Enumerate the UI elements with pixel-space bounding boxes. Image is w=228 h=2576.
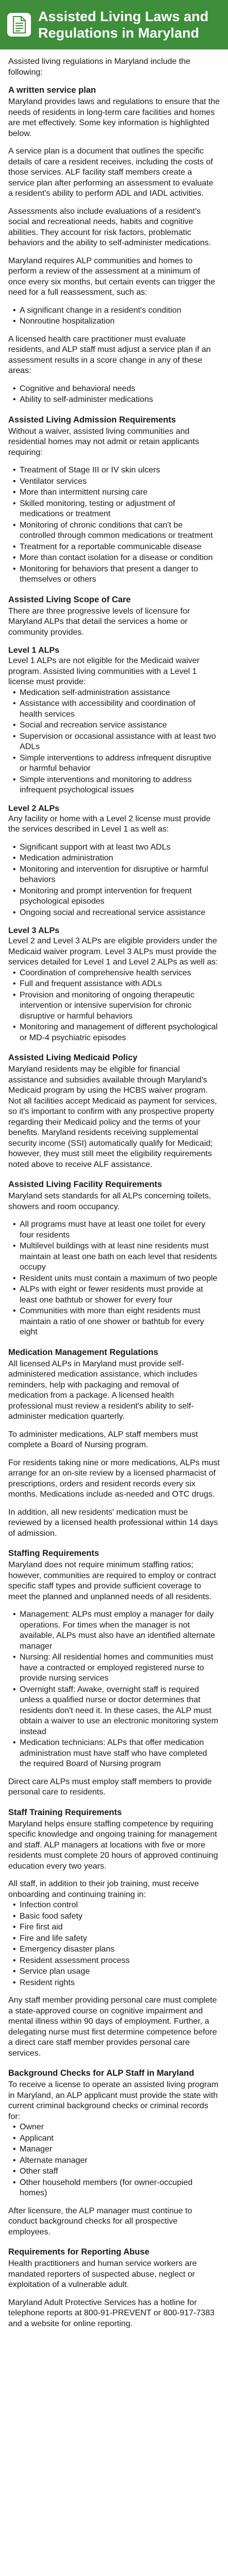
list-item: • Other staff xyxy=(20,2166,220,2177)
list-item: • Ability to self-administer medications xyxy=(20,395,220,405)
list-item: • Monitoring and intervention for disruptive or harmful behaviors xyxy=(20,865,220,886)
list-item: • Nonroutine hospitalization xyxy=(20,316,220,327)
list-item: • Communities with more than eight residents must maintain a ratio of one shower or bathtub for every eight xyxy=(20,1306,220,1338)
article-body xyxy=(0,49,228,2336)
list-item: • Ongoing social and recreational service assistance xyxy=(20,908,220,919)
section-heading-staffing: Staffing Requirements xyxy=(8,1549,100,1558)
list-item: • Provision and monitoring of ongoing therapeutic intervention or intensive supervision for chronic disruptive or harmful behaviors xyxy=(20,990,220,1022)
list-item: • Infection control xyxy=(20,1900,220,1911)
list-item: • Monitoring and prompt intervention for frequent psychological episodes xyxy=(20,886,220,907)
list-item: • Resident rights xyxy=(20,1978,220,1989)
reassessment-trigger-list xyxy=(8,306,220,327)
list-item: • Owner xyxy=(20,2122,220,2133)
level-3-list xyxy=(8,968,220,1044)
page-header xyxy=(0,0,228,49)
list-item: • Alternate manager xyxy=(20,2156,220,2166)
list-item: • Management: ALPs must employ a manager for daily operations. For times when the manager is not available, ALPs must also have an identified alternate manager xyxy=(20,1609,220,1652)
list-item: • Medication administration xyxy=(20,853,220,864)
list-item: • Full and frequent assistance with ADLs xyxy=(20,979,220,990)
paragraph: A licensed health care practitioner must evaluate residents, and ALP staff must adjust a service plan if an assessment results in a score change in any of these areas: xyxy=(8,334,211,375)
list-item: • Monitoring and management of different psychological or MD-4 psychiatric episodes xyxy=(20,1022,220,1043)
list-item: • Multilevel buildings with at least nine residents must maintain at least one bath on each level that residents occupy xyxy=(20,1241,220,1273)
paragraph: Maryland helps ensure staffing competence by requiring specific knowledge and ongoing training for management and staff. ALP managers at locations with five or more residents must complete 20 hours of approved continuing education every two years. xyxy=(8,1819,218,1871)
paragraph: Level 1 ALPs are not eligible for the Medicaid waiver program. Assisted living communities with a Level 1 license must provide: xyxy=(8,656,200,686)
paragraph: A service plan is a document that outlines the specific details of care a resident receives, including the costs of those services. ALF facility staff members create a service plan after performing an assessment to evaluate a resident's ability to perform ADL and IADL activities. xyxy=(8,147,214,198)
list-item: • Resident units must contain a maximum of two people xyxy=(20,1274,220,1284)
list-item: • Simple interventions and monitoring to address infrequent psychological issues xyxy=(20,775,220,796)
list-item: • Monitoring of chronic conditions that can't be controlled through common medications or treatment xyxy=(20,520,220,541)
list-item: • Emergency disaster plans xyxy=(20,1944,220,1955)
paragraph: Level 2 and Level 3 ALPs are eligible providers under the Medicaid waiver program. Level 3 ALPs must provide the services detailed for Level 1 and Level 2 ALPs as well as: xyxy=(8,937,218,967)
paragraph: After licensure, the ALP manager must continue to conduct background checks for all prospective employees. xyxy=(8,2206,192,2236)
paragraph: Maryland requires ALP communities and homes to perform a review of the assessment at a minimum of once every six months, but certain events can trigger the need for a full reassessment, such as: xyxy=(8,256,216,297)
paragraph: Health practitioners and human service workers are mandated reporters of suspected abuse, neglect or exploitation of a vulnerable adult. xyxy=(8,2259,197,2289)
list-item: • Fire first aid xyxy=(20,1922,220,1933)
section-heading-admission: Assisted Living Admission Requirements xyxy=(8,415,176,425)
paragraph: Maryland sets standards for all ALPs concerning toilets, showers and room occupancy. xyxy=(8,1192,211,1211)
list-item: • Basic food safety xyxy=(20,1911,220,1922)
list-item: • Social and recreation service assistance xyxy=(20,720,220,731)
list-item: • A significant change in a resident's condition xyxy=(20,306,220,316)
section-heading-scope: Assisted Living Scope of Care xyxy=(8,595,131,604)
section-heading-written-plan: A written service plan xyxy=(8,86,96,95)
facility-list xyxy=(8,1219,220,1338)
score-change-list xyxy=(8,384,220,405)
paragraph: To receive a license to operate an assisted living program in Maryland, an ALP applicant must provide the state with current criminal background checks or criminal records for: xyxy=(8,2080,219,2121)
paragraph: There are three progressive levels of licensure for Maryland ALPs that detail the services a home or community provides. xyxy=(8,606,190,637)
list-item: • ALPs with eight or fewer residents must provide at least one bathtub or shower for every four xyxy=(20,1284,220,1306)
document-icon xyxy=(7,13,31,37)
paragraph: Maryland provides laws and regulations to ensure that the needs of residents in long-term care facilities and homes are met effectively. Some key information is highlighted below. xyxy=(8,97,220,138)
paragraph: In addition, all new residents' medication must be reviewed by a licensed health professional within 14 days of admission. xyxy=(8,1507,218,1538)
list-item: • Medication self-administration assistance xyxy=(20,688,220,699)
list-item: • Treatment of Stage III or IV skin ulcers xyxy=(20,465,220,476)
list-item: • Cognitive and behavioral needs xyxy=(20,384,220,395)
list-item: • Applicant xyxy=(20,2133,220,2144)
list-item: • Medication technicians: ALPs that offer medication administration must have staff who have completed the required Board of Nursing program xyxy=(20,1738,220,1770)
list-item: • Ventilator services xyxy=(20,477,220,487)
list-item: • Treatment for a reportable communicable disease xyxy=(20,542,220,553)
training-list xyxy=(8,1900,220,1988)
paragraph: Maryland Adult Protective Services has a hotline for telephone reports at 800-91-PREVENT or 800-917-7383 and a website for online reporting. xyxy=(8,2298,215,2328)
admission-list xyxy=(8,465,220,585)
list-item: • Nursing: All residential homes and communities must have a contracted or employed registered nurse to provide nursing services xyxy=(20,1652,220,1684)
level-1-list xyxy=(8,688,220,796)
list-item: • More than intermittent nursing care xyxy=(20,487,220,498)
section-heading-facility: Assisted Living Facility Requirements xyxy=(8,1180,162,1189)
subheading-level-1: Level 1 ALPs xyxy=(8,646,60,655)
list-item: • Resident assessment process xyxy=(20,1956,220,1967)
list-item: • Fire and life safety xyxy=(20,1934,220,1944)
background-check-list xyxy=(8,2122,220,2199)
intro-text: Assisted living regulations in Maryland include the following: xyxy=(8,57,191,77)
section-heading-medicaid: Assisted Living Medicaid Policy xyxy=(8,1053,138,1062)
list-item: • Assistance with accessibility and coordination of health services xyxy=(20,699,220,720)
list-item: • Monitoring for behaviors that present a danger to themselves or others xyxy=(20,564,220,585)
list-item: • All programs must have at least one toilet for every four residents xyxy=(20,1219,220,1241)
list-item: • Coordination of comprehensive health services xyxy=(20,968,220,979)
paragraph: Maryland residents may be eligible for financial assistance and subsidies available through Maryland's Medicaid program by using the HCBS waiver program. Not all facilities accept Medicaid as payment for services, so it's important to confirm with any prospective property regarding their Medicaid policy and the terms of your benefits. Maryland residents receiving supplemental security income (SSI) automatically qualify for Medicaid; however, they must still meet the eligibility requirements noted above to receive ALF assistance. xyxy=(8,1065,217,1169)
level-2-list xyxy=(8,842,220,919)
list-item: • Simple interventions to address infrequent disruptive or harmful behavior xyxy=(20,753,220,774)
list-item: • More than contact isolation for a disease or condition xyxy=(20,553,220,564)
list-item: • Skilled monitoring, testing or adjustment of medications or treatment xyxy=(20,499,220,520)
section-heading-background-checks: Background Checks for ALP Staff in Maryland xyxy=(8,2069,194,2078)
list-item: • Service plan usage xyxy=(20,1967,220,1977)
section-heading-abuse-reporting: Requirements for Reporting Abuse xyxy=(8,2247,150,2257)
subheading-level-2: Level 2 ALPs xyxy=(8,804,60,813)
list-item: • Other household members (for owner-occupied homes) xyxy=(20,2178,220,2199)
paragraph: All licensed ALPs in Maryland must provide self-administered medication assistance, which includes reminders, help with packaging and removal of medication from a package. A licensed health professional must review a resident's ability to self-administer medication quarterly. xyxy=(8,1359,198,1421)
list-item: • Supervision or occasional assistance with at least two ADLs xyxy=(20,732,220,753)
page-title: Assisted Living Laws and Regulations in Maryland xyxy=(38,9,209,41)
list-item: • Significant support with at least two ADLs xyxy=(20,842,220,853)
paragraph: All staff, in addition to their job training, must receive onboarding and continuing training in: xyxy=(8,1879,199,1899)
paragraph: Without a waiver, assisted living communities and residential homes may not admit or retain applicants requiring: xyxy=(8,427,199,457)
paragraph: For residents taking nine or more medications, ALPs must arrange for an on-site review by a licensed pharmacist of prescriptions, orders and resident records every six months. Medications include as-needed and OTC drugs. xyxy=(8,1458,220,1499)
paragraph: Any staff member providing personal care must complete a state-approved course on cognitive impairment and mental illness within 90 days of employment. Further, a delegating nurse must first determine competence before a direct care staff member provides personal care services. xyxy=(8,1996,217,2058)
section-heading-medication: Medication Management Regulations xyxy=(8,1347,158,1357)
subheading-level-3: Level 3 ALPs xyxy=(8,926,60,935)
paragraph: Assessments also include evaluations of a resident's social and recreational needs, habits and cognitive abilities. They account for risk factors, problematic behaviors and the ability to self-administer medications. xyxy=(8,207,211,247)
paragraph: Any facility or home with a Level 2 license must provide the services described in Level 1 as well as: xyxy=(8,814,211,834)
paragraph: Maryland does not require minimum staffing ratios; however, communities are required to employ or contract specific staff types and provide sufficient coverage to meet the planned and unplanned needs of all residents. xyxy=(8,1561,216,1601)
paragraph: Direct care ALPs must employ staff members to provide personal care to residents. xyxy=(8,1777,212,1797)
section-heading-training: Staff Training Requirements xyxy=(8,1807,122,1817)
list-item: • Overnight staff: Awake, overnight staff is required unless a qualified nurse or doctor determines that residents don't need it. In these cases, the ALP must obtain a waiver to use an electronic monitoring system instead xyxy=(20,1685,220,1738)
staffing-list xyxy=(8,1609,220,1770)
paragraph: To administer medications, ALP staff members must complete a Board of Nursing program. xyxy=(8,1430,198,1449)
list-item: • Manager xyxy=(20,2144,220,2155)
